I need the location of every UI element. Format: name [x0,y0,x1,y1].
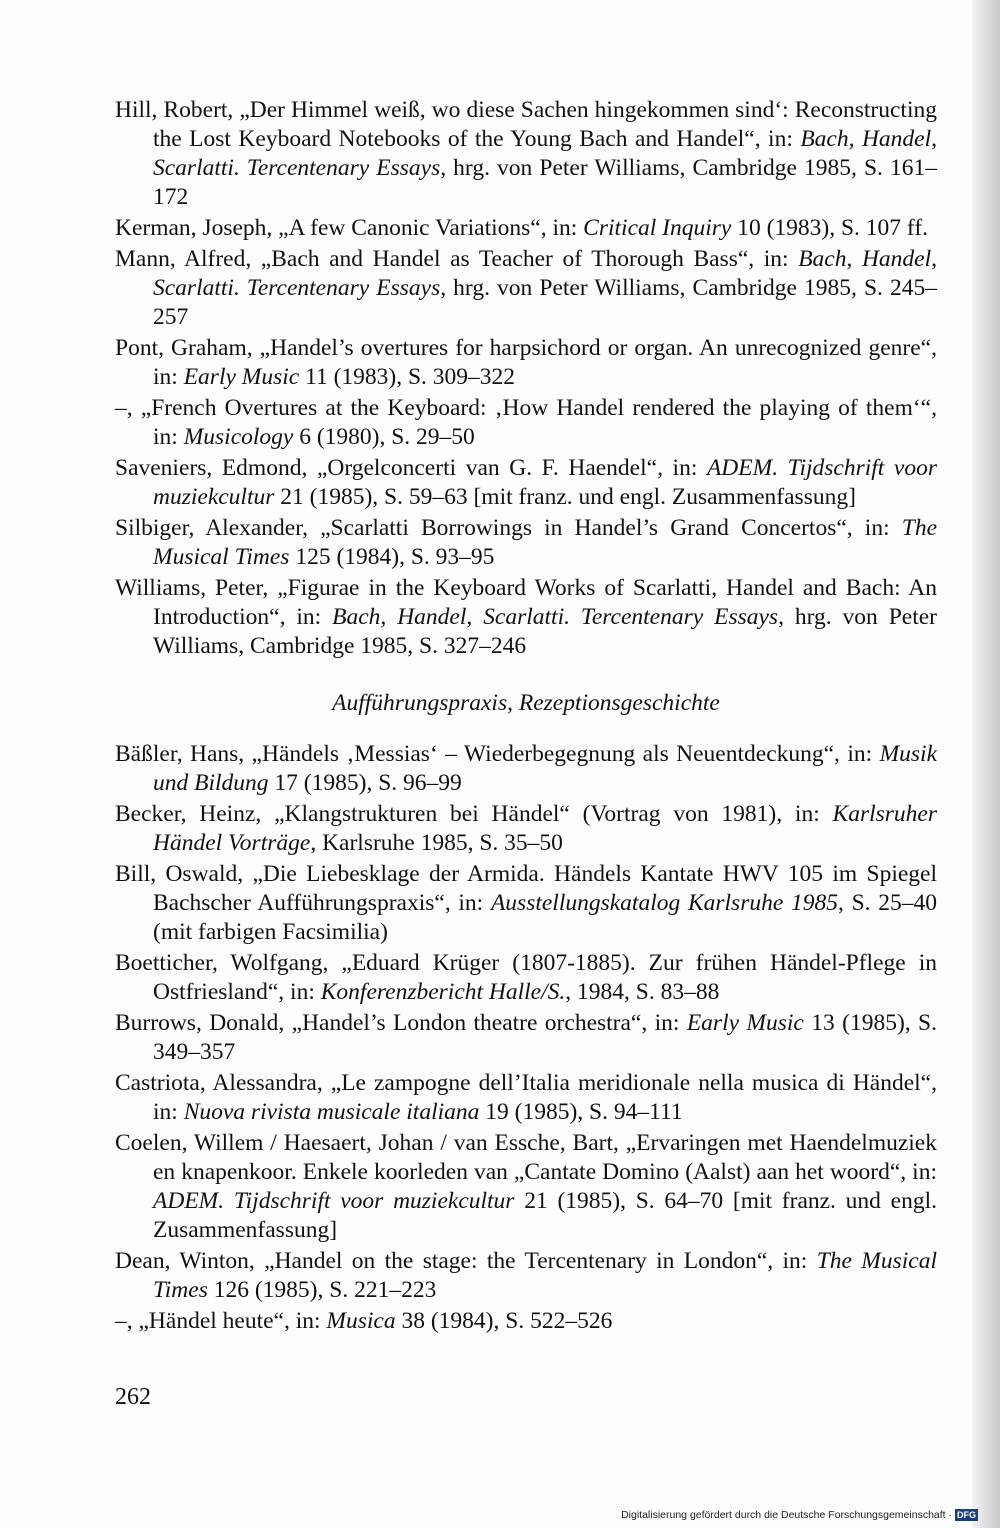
bib-entry: Boetticher, Wolfgang, „Eduard Krüger (1807-1885). Zur frühen Händel-Pflege in Ostfriesland“, in: Konferenzbericht Halle/S., 1984, S. 83–88 [115,950,937,1005]
bib-entry: Coelen, Willem / Haesaert, Johan / van Essche, Bart, „Ervaringen met Haendelmuziek en knapenkoor. Enkele koorleden van „Cantate Domino (Aalst) aan het woord“, in: ADEM. Tijdschrift voor muziekcultur 21 (1985), S. 64–70 [mit franz. und engl. Zusammenfassung] [115,1130,937,1243]
section-heading: Aufführungspraxis, Rezeptionsgeschichte [332,690,720,716]
bib-entry: Bäßler, Hans, „Händels ‚Messias‘ – Wiederbegegnung als Neuentdeckung“, in: Musik und Bildung 17 (1985), S. 96–99 [115,741,937,796]
bibliography-list-a [115,96,937,661]
bib-entry: Silbiger, Alexander, „Scarlatti Borrowings in Handel’s Grand Concertos“, in: The Musical Times 125 (1984), S. 93–95 [115,515,937,570]
page-number: 262 [115,1384,151,1410]
bib-entry: Dean, Winton, „Handel on the stage: the Tercentenary in London“, in: The Musical Times 126 (1985), S. 221–223 [115,1248,937,1303]
bib-entry: Becker, Heinz, „Klangstrukturen bei Händel“ (Vortrag von 1981), in: Karlsruher Händel Vorträge, Karlsruhe 1985, S. 35–50 [115,801,937,856]
digitization-footer [621,1508,978,1522]
bib-entry: –, „Händel heute“, in: Musica 38 (1984), S. 522–526 [115,1308,613,1334]
bibliography-text [115,96,937,1338]
page-gutter-shadow [972,0,1000,1528]
bib-entry: Pont, Graham, „Handel’s overtures for harpsichord or organ. An unrecognized genre“, in: Early Music 11 (1983), S. 309–322 [115,335,937,390]
bib-entry: Castriota, Alessandra, „Le zampogne dell’Italia meridionale nella musica di Händel“, in: Nuova rivista musicale italiana 19 (1985), S. 94–111 [115,1070,937,1125]
bib-entry: Kerman, Joseph, „A few Canonic Variations“, in: Critical Inquiry 10 (1983), S. 107 ff. [115,215,929,241]
bib-entry: Mann, Alfred, „Bach and Handel as Teacher of Thorough Bass“, in: Bach, Handel, Scarlatti. Tercentenary Essays, hrg. von Peter Williams, Cambridge 1985, S. 245–257 [115,246,937,330]
bibliography-list-b [115,740,937,1336]
bib-entry: Williams, Peter, „Figurae in the Keyboard Works of Scarlatti, Handel and Bach: An Introduction“, in: Bach, Handel, Scarlatti. Tercentenary Essays, hrg. von Peter Williams, Cambridge 1985, S. 327–246 [115,575,937,659]
footer-credit-text: Digitalisierung gefördert durch die Deutsche Forschungsgemeinschaft · [621,1509,952,1521]
bib-entry: Hill, Robert, „Der Himmel weiß, wo diese Sachen hingekommen sind‘: Reconstructing the Lost Keyboard Notebooks of the Young Bach and Handel“, in: Bach, Handel, Scarlatti. Tercentenary Essays, hrg. von Peter Williams, Cambridge 1985, S. 161–172 [115,97,937,210]
bib-entry: –, „French Overtures at the Keyboard: ‚How Handel rendered the playing of them‘“, in: Musicology 6 (1980), S. 29–50 [115,395,937,450]
dfg-logo-icon: DFG [957,1510,976,1520]
bib-entry: Saveniers, Edmond, „Orgelconcerti van G. F. Haendel“, in: ADEM. Tijdschrift voor muziekcultur 21 (1985), S. 59–63 [mit franz. und engl. Zusammenfassung] [115,455,937,510]
bib-entry: Burrows, Donald, „Handel’s London theatre orchestra“, in: Early Music 13 (1985), S. 349–357 [115,1010,937,1065]
bib-entry: Bill, Oswald, „Die Liebesklage der Armida. Händels Kantate HWV 105 im Spiegel Bachscher Aufführungspraxis“, in: Ausstellungskatalog Karlsruhe 1985, S. 25–40 (mit farbigen Facsimilia) [115,861,937,945]
